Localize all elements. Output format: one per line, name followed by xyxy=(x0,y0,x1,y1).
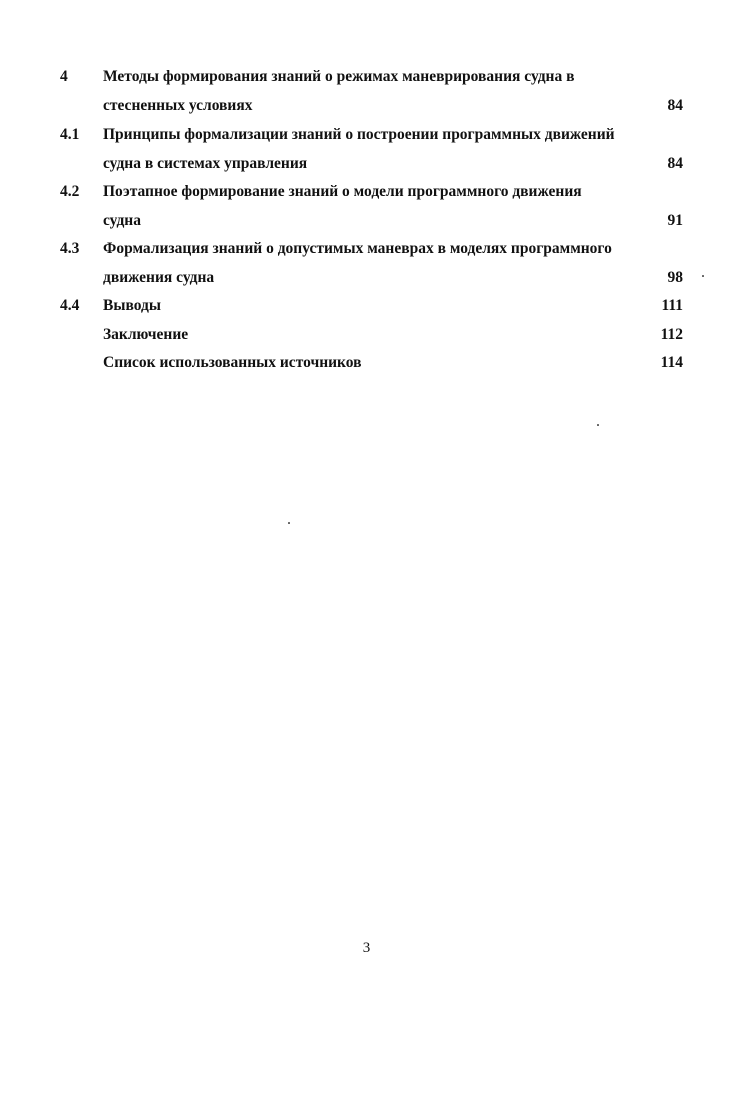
toc-entry-title: Формализация знаний о допустимых маневрах в моделях программного xyxy=(103,240,612,257)
toc-entry-title-continued: движения судна xyxy=(103,269,215,286)
toc-entry-page: 91 xyxy=(667,212,683,229)
toc-entry-number: 4 xyxy=(60,68,68,85)
toc-entry-title-continued: стесненных условиях xyxy=(103,97,253,114)
page-number: 3 xyxy=(362,940,371,956)
toc-entry-page: 98 xyxy=(667,269,683,286)
toc-entry-line xyxy=(0,320,733,349)
toc-entry-title: Принципы формализации знаний о построении программных движений xyxy=(103,126,615,143)
toc-entry-title: Поэтапное формирование знаний о модели программного движения xyxy=(103,183,582,200)
toc-entry-line xyxy=(0,206,733,235)
toc-entry-line xyxy=(0,177,733,206)
toc-entry-line xyxy=(0,234,733,263)
toc-entry-number: 4.3 xyxy=(60,240,80,257)
scan-speck xyxy=(597,424,599,426)
toc-entry-page: 112 xyxy=(660,326,683,343)
toc-entry-line xyxy=(0,120,733,149)
toc-entry-title: Выводы xyxy=(103,297,161,314)
toc-entry-page: 114 xyxy=(660,354,683,371)
toc-entry-number: 4.4 xyxy=(60,297,80,314)
toc-entry-4-2 xyxy=(0,177,733,235)
toc-entry-title: Список использованных источников xyxy=(103,354,362,371)
scan-speck xyxy=(702,275,704,277)
toc-entry-page: 111 xyxy=(661,297,683,314)
toc-entry-4-1 xyxy=(0,120,733,178)
toc-entry-title-continued: судна xyxy=(103,212,141,229)
toc-entry-line xyxy=(0,91,733,120)
toc-entry-title: Методы формирования знаний о режимах маневрирования судна в xyxy=(103,68,575,85)
toc-entry-number: 4.2 xyxy=(60,183,80,200)
toc-entry-number: 4.1 xyxy=(60,126,80,143)
scan-speck xyxy=(288,522,290,524)
toc-entry-title: Заключение xyxy=(103,326,189,343)
toc-entry-line xyxy=(0,149,733,178)
toc-entry-line xyxy=(0,62,733,91)
toc-entry-title-continued: судна в системах управления xyxy=(103,155,308,172)
toc-entry-line xyxy=(0,263,733,292)
toc-entry-references xyxy=(0,348,733,377)
toc-entry-conclusion xyxy=(0,320,733,349)
toc-entry-4-4 xyxy=(0,291,733,320)
toc-entry-line xyxy=(0,348,733,377)
toc-entry-page: 84 xyxy=(667,155,683,172)
toc-entry-4 xyxy=(0,62,733,120)
toc-entry-page: 84 xyxy=(667,97,683,114)
toc-entry-4-3 xyxy=(0,234,733,292)
toc-entry-line xyxy=(0,291,733,320)
